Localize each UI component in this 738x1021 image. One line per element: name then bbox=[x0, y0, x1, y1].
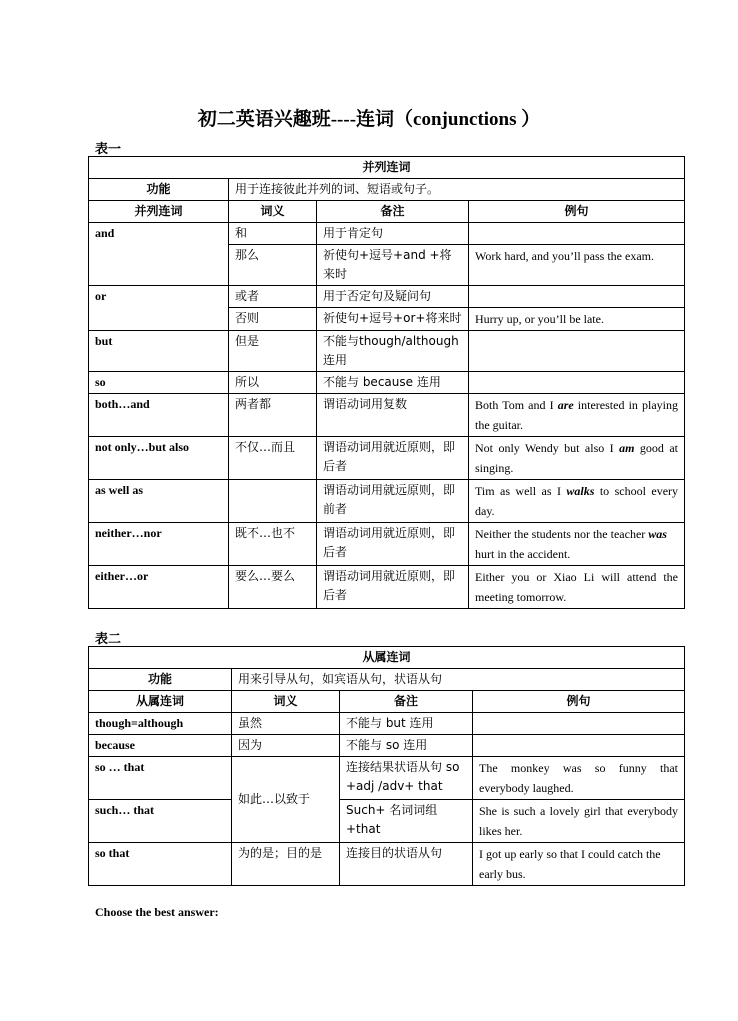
note-cell: 用于肯定句 bbox=[317, 223, 469, 245]
conj-cell: but bbox=[89, 331, 229, 372]
table2-caption: 从属连词 bbox=[89, 647, 685, 669]
example-cell: Either you or Xiao Li will attend the meeting tomorrow. bbox=[469, 566, 685, 609]
conj-cell: both…and bbox=[89, 394, 229, 437]
meaning-cell: 或者 bbox=[229, 286, 317, 308]
meaning-cell: 要么…要么 bbox=[229, 566, 317, 609]
table1-caption: 并列连词 bbox=[89, 157, 685, 179]
meaning-cell: 为的是；目的是 bbox=[232, 843, 340, 886]
meaning-cell: 两者都 bbox=[229, 394, 317, 437]
meaning-cell: 否则 bbox=[229, 308, 317, 331]
example-cell: Hurry up, or you’ll be late. bbox=[469, 308, 685, 331]
example-cell: The monkey was so funny that everybody laughed. bbox=[473, 757, 685, 800]
example-cell bbox=[469, 331, 685, 372]
table-row bbox=[89, 331, 685, 372]
conj-cell: such… that bbox=[89, 800, 232, 843]
table-row bbox=[89, 735, 685, 757]
meaning-cell: 那么 bbox=[229, 245, 317, 286]
example-cell bbox=[473, 735, 685, 757]
table1-function-value: 用于连接彼此并列的词、短语或句子。 bbox=[229, 179, 685, 201]
note-cell: 祈使句+逗号+and +将来时 bbox=[317, 245, 469, 286]
conj-cell: so that bbox=[89, 843, 232, 886]
table-row bbox=[89, 223, 685, 245]
table1-function-row bbox=[89, 179, 685, 201]
table-row bbox=[89, 394, 685, 437]
example-cell: Tim as well as I walks to school every day. bbox=[469, 480, 685, 523]
table2-header-row bbox=[89, 691, 685, 713]
table-row bbox=[89, 843, 685, 886]
conj-cell: or bbox=[89, 286, 229, 331]
meaning-cell: 所以 bbox=[229, 372, 317, 394]
note-cell: 连接目的状语从句 bbox=[340, 843, 473, 886]
note-cell: 谓语动词用就近原则，即后者 bbox=[317, 566, 469, 609]
table1-header-note: 备注 bbox=[317, 201, 469, 223]
note-cell: 不能与though/although 连用 bbox=[317, 331, 469, 372]
example-cell bbox=[469, 223, 685, 245]
note-cell: 谓语动词用就近原则，即后者 bbox=[317, 437, 469, 480]
table2-label: 表二 bbox=[95, 632, 122, 647]
table2-header-note: 备注 bbox=[340, 691, 473, 713]
table1-function-label: 功能 bbox=[89, 179, 229, 201]
note-cell: Such+ 名词词组 +that bbox=[340, 800, 473, 843]
example-cell: Neither the students nor the teacher was hurt in the accident. bbox=[469, 523, 685, 566]
table-row bbox=[89, 566, 685, 609]
meaning-cell bbox=[229, 480, 317, 523]
table-row bbox=[89, 286, 685, 308]
table-row bbox=[89, 757, 685, 800]
meaning-cell: 因为 bbox=[232, 735, 340, 757]
table1-header-row bbox=[89, 201, 685, 223]
table1-label: 表一 bbox=[95, 142, 122, 157]
meaning-cell: 虽然 bbox=[232, 713, 340, 735]
conj-cell: though=although bbox=[89, 713, 232, 735]
table1-header-conj: 并列连词 bbox=[89, 201, 229, 223]
exercise-heading: Choose the best answer: bbox=[95, 905, 219, 919]
subordinating-conjunctions-table bbox=[88, 646, 685, 886]
table2-caption-row bbox=[89, 647, 685, 669]
table2-header-meaning: 词义 bbox=[232, 691, 340, 713]
table-row bbox=[89, 713, 685, 735]
note-cell: 不能与 but 连用 bbox=[340, 713, 473, 735]
conj-cell: not only…but also bbox=[89, 437, 229, 480]
note-cell: 谓语动词用复数 bbox=[317, 394, 469, 437]
table2-header-example: 例句 bbox=[473, 691, 685, 713]
meaning-cell: 如此…以致于 bbox=[232, 757, 340, 843]
example-cell: Work hard, and you’ll pass the exam. bbox=[469, 245, 685, 286]
table2-function-label: 功能 bbox=[89, 669, 232, 691]
table-row bbox=[89, 480, 685, 523]
table-row bbox=[89, 372, 685, 394]
table-row bbox=[89, 523, 685, 566]
note-cell: 祈使句+逗号+or+将来时 bbox=[317, 308, 469, 331]
page-title: 初二英语兴趣班----连词（conjunctions ） bbox=[197, 109, 541, 130]
table2-function-value: 用来引导从句，如宾语从句，状语从句 bbox=[232, 669, 685, 691]
table2-function-row bbox=[89, 669, 685, 691]
note-cell: 不能与 so 连用 bbox=[340, 735, 473, 757]
note-cell: 谓语动词用就远原则，即前者 bbox=[317, 480, 469, 523]
note-cell: 用于否定句及疑问句 bbox=[317, 286, 469, 308]
example-cell: She is such a lovely girl that everybody likes her. bbox=[473, 800, 685, 843]
conj-cell: neither…nor bbox=[89, 523, 229, 566]
example-cell: I got up early so that I could catch the early bus. bbox=[473, 843, 685, 886]
meaning-cell: 和 bbox=[229, 223, 317, 245]
note-cell: 谓语动词用就近原则，即后者 bbox=[317, 523, 469, 566]
conj-cell: so bbox=[89, 372, 229, 394]
conj-cell: as well as bbox=[89, 480, 229, 523]
table-row bbox=[89, 437, 685, 480]
meaning-cell: 既不…也不 bbox=[229, 523, 317, 566]
note-cell: 连接结果状语从句 so +adj /adv+ that bbox=[340, 757, 473, 800]
meaning-cell: 但是 bbox=[229, 331, 317, 372]
note-cell: 不能与 because 连用 bbox=[317, 372, 469, 394]
conj-cell: so … that bbox=[89, 757, 232, 800]
table-row bbox=[89, 800, 685, 843]
table1-header-meaning: 词义 bbox=[229, 201, 317, 223]
conj-cell: because bbox=[89, 735, 232, 757]
table1-header-example: 例句 bbox=[469, 201, 685, 223]
conj-cell: either…or bbox=[89, 566, 229, 609]
example-cell: Both Tom and I are interested in playing the guitar. bbox=[469, 394, 685, 437]
example-cell: Not only Wendy but also I am good at singing. bbox=[469, 437, 685, 480]
meaning-cell: 不仅…而且 bbox=[229, 437, 317, 480]
conj-cell: and bbox=[89, 223, 229, 286]
example-cell bbox=[469, 372, 685, 394]
table2-header-conj: 从属连词 bbox=[89, 691, 232, 713]
example-cell bbox=[473, 713, 685, 735]
coordinating-conjunctions-table bbox=[88, 156, 685, 609]
table1-caption-row bbox=[89, 157, 685, 179]
example-cell bbox=[469, 286, 685, 308]
